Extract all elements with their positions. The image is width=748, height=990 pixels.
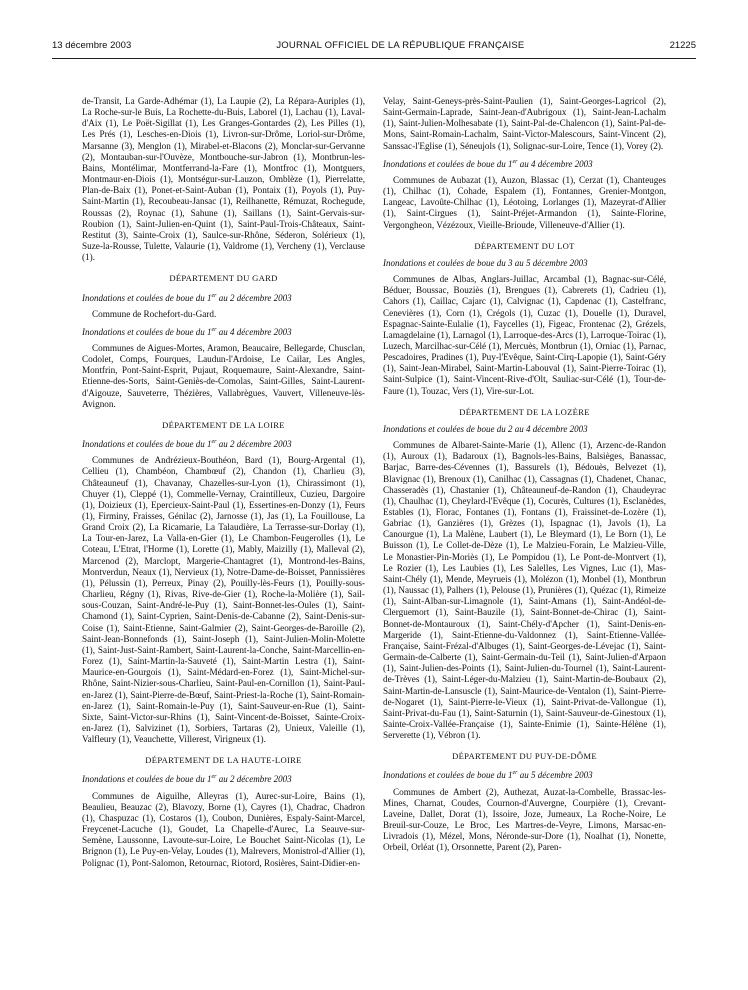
commune-list: Communes de Aubazat (1), Auzon, Blassac (1), Cerzat (1), Chanteuges (1), Chilhac (1), Cohade, Espalem (1), Fontannes, Grenier-Montgon, Langeac, Lavoûte-Chilhac (1), Léotoing, Lorlanges (1), Mazeyrat-d'Allier (1), Saint-Cirgues (1), Saint-Préjet-Armandon (1), Sainte-Florine, Vergongheon, Vézézoux, Vieille-Brioude, Villeneuve-d'Allier (1).: [383, 174, 666, 230]
commune-list: Commune de Rochefort-du-Gard.: [92, 308, 217, 319]
right-column: [383, 96, 666, 978]
event-subtitle: Inondations et coulées de boue du 1er au 4 décembre 2003: [383, 158, 593, 169]
dept-heading-lot: DÉPARTEMENT DU LOT: [474, 240, 575, 251]
text-columns: [82, 96, 666, 978]
header-title: JOURNAL OFFICIEL DE LA RÉPUBLIQUE FRANÇAISE: [276, 40, 525, 51]
commune-list: Communes de Andrézieux-Bouthéon, Bard (1), Bourg-Argental (1), Cellieu (1), Chambéon, Chambœuf (2), Chandon (1), Charlieu (3), Châteauneuf (1), Chavanay, Chazelles-sur-Lyon (1), Chirassimont (1), Chuyer (1), Cleppé (1), Commelle-Vernay, Craintilleux, Cuzieu, Dargoire (1), Doizieux (1), Epercieux-Saint-Paul (1), Essertines-en-Donzy (1), Feurs (1), Firminy, Fraisses, Génilac (2), Jarnosse (1), Jas (1), La Fouillouse, La Grand Croix (2), La Ricamarie, La Talaudière, La Terrasse-sur-Dorlay (1), La Tour-en-Jarez, La Valla-en-Gier (1), Le Chambon-Feugerolles (1), Le Coteau, L'Etrat, l'Horme (1), Lorette (1), Mably, Maizilly (1), Malleval (2), Marcenod (2), Marclopt, Margerie-Chantagret (1), Montrond-les-Bains, Montverdun, Neaux (1), Nervieux (1), Notre-Dame-de-Boisset, Pannissières (1), Pélussin (1), Perreux, Pinay (2), Pouilly-lès-Feurs (1), Pouilly-sous-Charlieu, Régny (1), Rivas, Rive-de-Gier (1), Roche-la-Molière (1), Sail-sous-Couzan, Saint-André-le-Puy (1), Saint-Bonnet-les-Oules (1), Saint-Chamond (1), Saint-Cyprien, Saint-Denis-de-Cabanne (2), Saint-Denis-sur-Coise (1), Saint-Etienne, Saint-Galmier (2), Saint-Georges-de-Baroille (2), Saint-Jean-Bonnefonds (1), Saint-Joseph (1), Saint-Julien-Molin-Molette (1), Saint-Just-Saint-Rambert, Saint-Laurent-la-Conche, Saint-Marcellin-en-Forez (1), Saint-Martin-la-Sauveté (1), Saint-Martin Lestra (1), Saint-Maurice-en-Gourgois (1), Saint-Médard-en-Forez (1), Saint-Michel-sur-Rhône, Saint-Nizier-sous-Charlieu, Saint-Paul-en-Cornillon (1), Saint-Paul-en-Jarez (1), Saint-Pierre-de-Bœuf, Saint-Priest-la-Roche (1), Saint-Romain-en-Jarez (1), Saint-Romain-le-Puy (1), Saint-Sauveur-en-Rue (1), Saint-Sixte, Saint-Victor-sur-Rhins (1), Saint-Vincent-de-Boisset, Sainte-Croix-en-Jarez (1), Salvizinet (1), Sorbiers, Tartaras (2), Unieux, Valeille (1), Valfleury (1), Veauchette, Villerest, Virigneux (1).: [82, 455, 365, 745]
event-subtitle: Inondations et coulées de boue du 1er au 2 décembre 2003: [82, 439, 292, 450]
header-page-number: 21225: [669, 40, 696, 51]
left-column: [82, 96, 365, 978]
haute-loire-continuation: Velay, Saint-Geneys-près-Saint-Paulien (1), Saint-Georges-Lagricol (2), Saint-Germain-Laprade, Saint-Jean-d'Aubrigoux (1), Saint-Jean-Lachalm (1), Saint-Julien-Molhesabate (1), Saint-Pal-de-Chalencon (1), Saint-Pal-de-Mons, Saint-Romain-Lachalm, Saint-Victor-Malescours, Saint-Vincent (2), Sanssac-l'Eglise (1), Séneujols (1), Solignac-sur-Loire, Tence (1), Vorey (2).: [383, 96, 666, 151]
page-header: [52, 40, 696, 59]
commune-list: Communes de Albaret-Sainte-Marie (1), Allenc (1), Arzenc-de-Randon (1), Auroux (1), Badaroux (1), Bagnols-les-Bains, Balsièges, Banassac, Barjac, Barre-des-Cévennes (1), Bassurels (1), Bédouès, Belvezet (1), Blavignac (1), Brenoux (1), Canilhac (1), Cassagnas (1), Chadenet, Chanac, Chasseradès (1), Chastanier (1), Châteauneuf-de-Randon (1), Chaudeyrac (1), Chaulhac (1), Cheylard-l'Evêque (1), Cocurès, Cultures (1), Esclanèdes, Estables (1), Florac, Fontanes (1), Fontans (1), Fraissinet-de-Lozère (1), Gabriac (1), Ganzières (1), Grèzes (1), Ispagnac (1), Javols (1), La Canourgue (1), La Malène, Laubert (1), Le Bleymard (1), Le Born (1), Le Buisson (1), Le Collet-de-Dèze (1), Le Malzieu-Forain, Le Malzieu-Ville, Le Monastier-Pin-Moriès (1), Le Pompidou (1), Le Pont-de-Montvert (1), Le Rozier (1), Les Laubies (1), Les Salelles, Les Vignes, Luc (1), Mas-Saint-Chély (1), Mende, Meyrueis (1), Molézon (1), Monbel (1), Montbrun (1), Naussac (1), Palhers (1), Pelouse (1), Prunières (1), Quézac (1), Rimeize (1), Saint-Alban-sur-Limagnole (1), Saint-Amans (1), Saint-Andéol-de-Clerguemort (1), Saint-Bauzile (1), Saint-Bonnet-de-Chirac (1), Saint-Bonnet-de-Montauroux (1), Saint-Chély-d'Apcher (1), Saint-Denis-en-Margeride (1), Saint-Etienne-du-Valdonnez (1), Saint-Etienne-Vallée-Française, Saint-Frézal-d'Albuges (1), Saint-Georges-de-Lévejac (1), Saint-Germain-de-Calberte (1), Saint-Germain-du-Teil (1), Saint-Julien-d'Arpaon (1), Saint-Julien-des-Points (1), Saint-Julien-du-Tournel (1), Saint-Laurent-de-Trèves (1), Saint-Léger-du-Malzieu (1), Saint-Martin-de-Boubaux (2), Saint-Martin-de-Lansuscle (1), Saint-Maurice-de-Ventalon (1), Saint-Pierre-de-Nogaret (1), Saint-Pierre-le-Vieux (1), Saint-Privat-de-Vallongue (1), Saint-Privat-du-Fau (1), Saint-Saturnin (1), Saint-Sauveur-de-Ginestoux (1), Sainte-Croix-Vallée-Française (1), Sainte-Enimie (1), Sainte-Hélène (1), Serverette (1), Vébron (1).: [383, 440, 666, 741]
dept-heading-lozere: DÉPARTEMENT DE LA LOZÈRE: [459, 406, 590, 417]
event-subtitle: Inondations et coulées de boue du 1er au 2 décembre 2003: [82, 774, 292, 785]
dept-heading-gard: DÉPARTEMENT DU GARD: [169, 273, 278, 284]
commune-list: Communes de Ambert (2), Authezat, Auzat-la-Combelle, Brassac-les-Mines, Charnat, Coudes, Cournon-d'Auvergne, Courpière (1), Crevant-Laveine, Dallet, Dorat (1), Issoire, Joze, Jumeaux, La Roche-Noire, Le Breuil-sur-Couze, Le Broc, Les Martres-de-Veyre, Limons, Marsac-en-Livradois (1), Mézel, Mons, Néronde-sur-Dore (1), Noalhat (1), Nonette, Orbeil, Orléat (1), Orsonnette, Parent (2), Paren-: [383, 786, 666, 853]
event-subtitle: Inondations et coulées de boue du 1er au 5 décembre 2003: [383, 770, 593, 781]
event-subtitle: Inondations et coulées de boue du 1er au 4 décembre 2003: [82, 326, 292, 337]
dept-heading-haute-loire: DÉPARTEMENT DE LA HAUTE-LOIRE: [145, 755, 302, 766]
event-subtitle: Inondations et coulées de boue du 3 au 5 décembre 2003: [383, 257, 588, 268]
drome-continuation: de-Transit, La Garde-Adhémar (1), La Laupie (2), La Répara-Auriples (1), La Roche-sur-le Buis, La Rochette-du-Buis, Laborel (1), Lachau (1), Laval-d'Aix (1), Le Poët-Sigillat (1), Les Granges-Gontardes (2), Les Pilles (1), Les Prés (1), Lesches-en-Diois (1), Livron-sur-Drôme, Loriol-sur-Drôme, Marsanne (3), Menglon (1), Mirabel-et-Blacons (2), Monclar-sur-Gervanne (2), Montauban-sur-l'Ouvèze, Montbouche-sur-Jabron (1), Montbrun-les-Bains, Montélimar, Montferrand-la-Fare (1), Montfroc (1), Montguers, Montmaur-en-Diois (1), Montségur-sur-Lauzon, Omblèze (1), Pierrelatte, Plan-de-Baix (1), Ponet-et-Saint-Auban (1), Pontaix (1), Poyols (1), Puy-Saint-Martin (1), Recoubeau-Jansac (1), Reilhanette, Rémuzat, Rochegude, Roussas (2), Roynac (1), Sahune (1), Saillans (1), Saint-Gervais-sur-Roubion (1), Saint-Julien-en-Quint (1), Saint-Paul-Trois-Châteaux, Saint-Restitut (3), Sainte-Croix (1), Saulce-sur-Rhône, Séderon, Solérieux (1), Suze-la-Rousse, Tulette, Valaurie (1), Valdrome (1), Vercheny (1), Verclause (1).: [82, 96, 365, 263]
commune-list: Communes de Albas, Anglars-Juillac, Arcambal (1), Bagnac-sur-Célé, Béduer, Boussac, Bouziès (1), Brengues (1), Cabrerets (1), Cadrieu (1), Cahors (1), Caillac, Cajarc (1), Calvignac (1), Capdenac (1), Castelfranc, Cenevières (1), Corn (1), Crégols (1), Cuzac (1), Douelle (1), Duravel, Espagnac-Sainte-Eulalie (1), Faycelles (1), Figeac, Frontenac (2), Grézels, Lamagdelaine (1), Larnagol (1), Larroque-des-Arcs (1), Larroque-Toirac (1), Luzech, Marcilhac-sur-Célé (1), Mercuès, Montbrun (1), Orniac (1), Parnac, Pescadoires, Pradines (1), Puy-l'Evêque, Saint-Cirq-Lapopie (1), Saint-Géry (1), Saint-Jean-Mirabel, Saint-Martin-Labouval (1), Saint-Pierre-Toirac (1), Saint-Sulpice (1), Saint-Vincent-Rive-d'Olt, Sauliac-sur-Célé (1), Tour-de-Faure (1), Touzac, Vers (1), Vire-sur-Lot.: [383, 274, 666, 396]
commune-list: Communes de Aiguilhe, Alleyras (1), Aurec-sur-Loire, Bains (1), Beaulieu, Beauzac (2), Blavozy, Borne (1), Cayres (1), Chadrac, Chadron (1), Chaspuzac (1), Costaros (1), Coubon, Dunières, Espaly-Saint-Marcel, Freycenet-Lacuche (1), Goudet, La Chapelle-d'Aurec, La Seauve-sur-Semène, Laussonne, Lavoute-sur-Loire, Le Bouchet Saint-Nicolas (1), Le Brignon (1), Le Puy-en-Velay, Loudes (1), Malrevers, Monistrol-d'Allier (1), Polignac (1), Pont-Salomon, Retournac, Riotord, Rosières, Saint-Didier-en-: [82, 790, 365, 868]
event-subtitle: Inondations et coulées de boue du 1er au 2 décembre 2003: [82, 292, 292, 303]
commune-list: Communes de Aigues-Mortes, Aramon, Beaucaire, Bellegarde, Chusclan, Codolet, Comps, Fourques, Laudun-l'Ardoise, Le Cailar, Les Angles, Montfrin, Pont-Saint-Esprit, Pujaut, Roquemaure, Saint-Alexandre, Saint-Etienne-des-Sorts, Saint-Geniès-de-Comolas, Saint-Gilles, Saint-Laurent-d'Aigouze, Sauveterre, Thézières, Vallabrègues, Vauvert, Villeneuve-lès-Avignon.: [82, 342, 365, 409]
dept-heading-loire: DÉPARTEMENT DE LA LOIRE: [162, 419, 285, 430]
dept-heading-puy-de-dome: DÉPARTEMENT DU PUY-DE-DÔME: [452, 751, 597, 762]
event-subtitle: Inondations et coulées de boue du 2 au 4 décembre 2003: [383, 423, 588, 434]
header-date: 13 décembre 2003: [52, 40, 132, 51]
